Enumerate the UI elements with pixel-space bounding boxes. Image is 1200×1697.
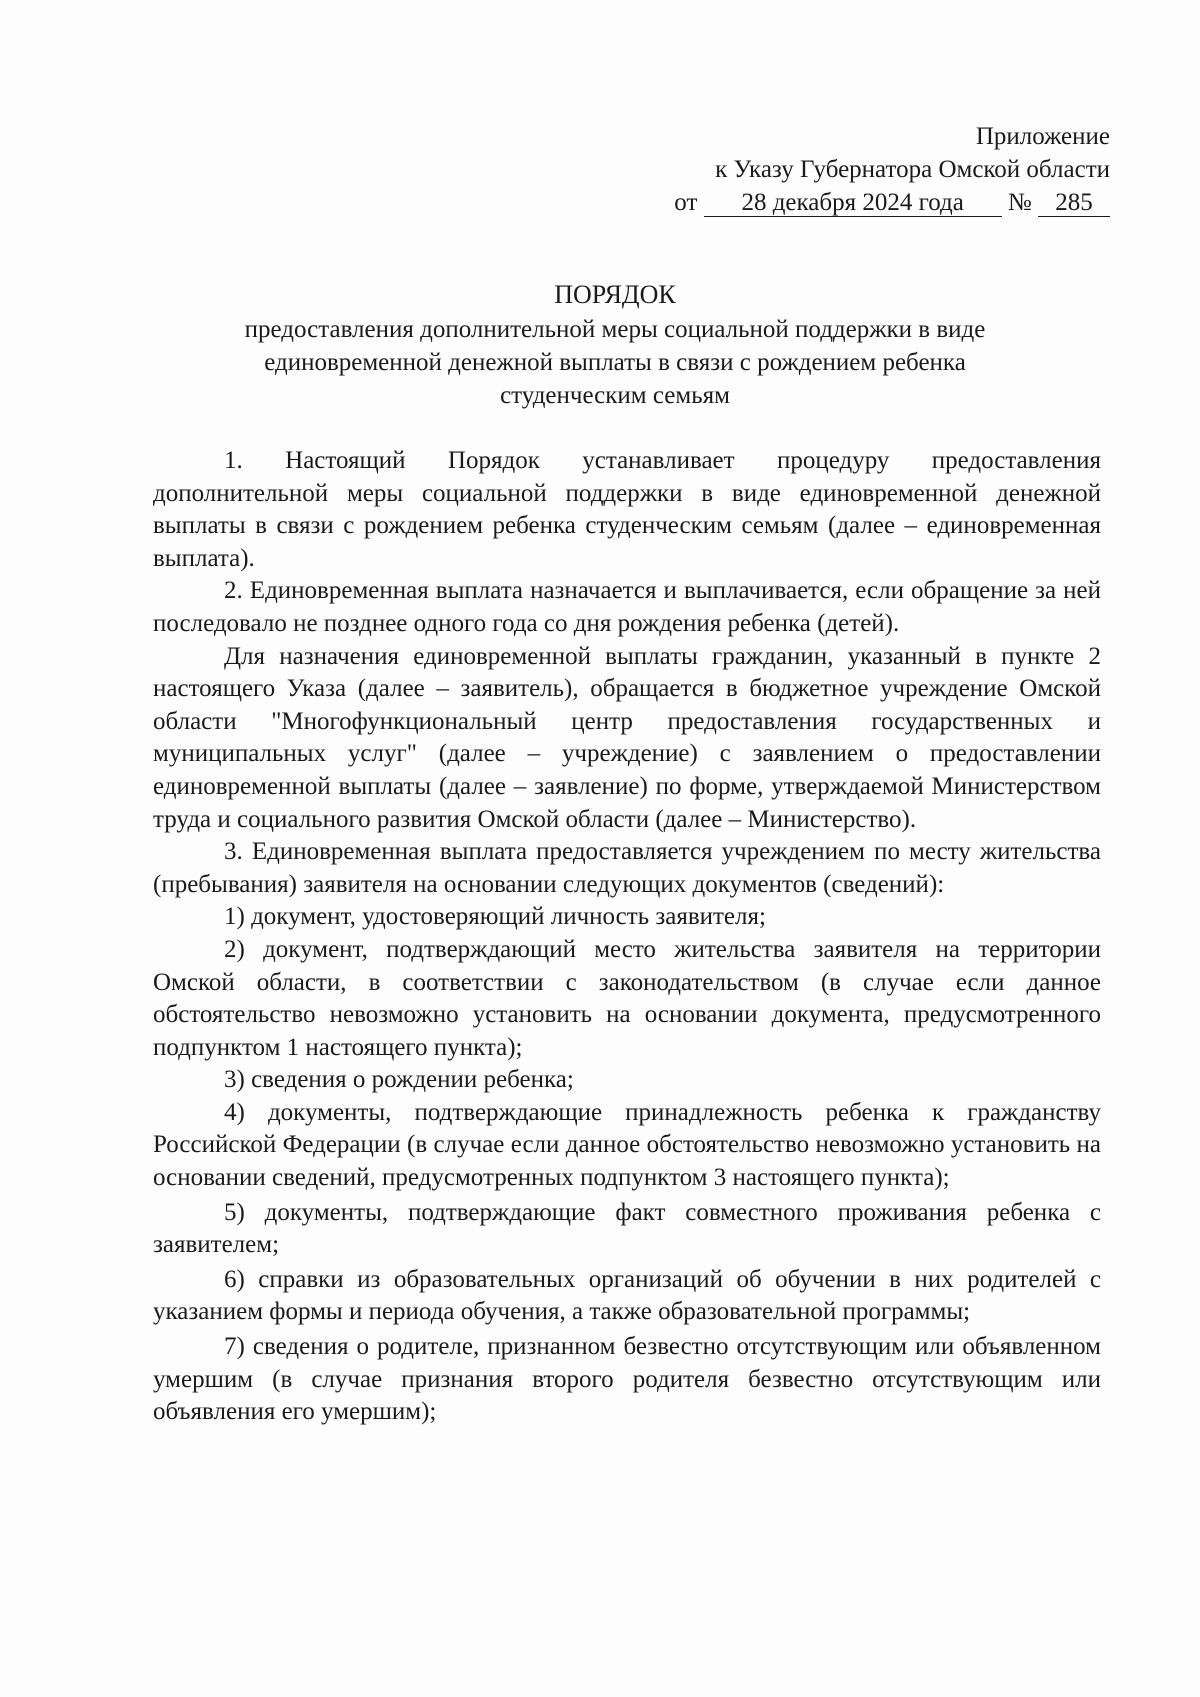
document-title: ПОРЯДОК bbox=[554, 280, 676, 309]
list-item-6: 6) справки из образовательных организаций об обучении в них родителей с указанием формы и периода обучения, а также образовательной программы; bbox=[153, 1265, 1101, 1326]
list-item-4: 4) документы, подтверждающие принадлежность ребенка к гражданству Российской Федерации (в случае если данное обстоятельство невозможно установить на основании сведений, предусмотренных подпунктом 3 настоящего пункта); bbox=[153, 1098, 1101, 1192]
list-item-2: 2) документ, подтверждающий место жительства заявителя на территории Омской области, в соответствии с законодательством (в случае если данное обстоятельство невозможно установить на основании документа, предусмотренного подпунктом 1 настоящего пункта); bbox=[153, 935, 1101, 1061]
date-prefix: от bbox=[674, 189, 698, 216]
paragraph-3: 3. Единовременная выплата предоставляется учреждением по месту жительства (пребывания) заявителя на основании следующих документов (сведений): bbox=[153, 838, 1101, 898]
document-subtitle-line-1: предоставления дополнительной меры социальной поддержки в виде bbox=[244, 316, 986, 343]
document-subtitle-line-2: единовременной денежной выплаты в связи с рождением ребенка bbox=[264, 349, 966, 376]
appendix-label: Приложение bbox=[975, 123, 1110, 150]
paragraph-2: 2. Единовременная выплата назначается и выплачивается, если обращение за ней последовало не позднее одного года со дня рождения ребенка (детей). bbox=[153, 577, 1101, 637]
document-subtitle-line-3: студенческим семьям bbox=[500, 382, 730, 409]
paragraph-2-continued: Для назначения единовременной выплаты гражданин, указанный в пункте 2 настоящего Указа (далее – заявитель), обращается в бюджетное учреждение Омской области "Многофункциональный центр предоставления государственных и муниципальных услуг" (далее – учреждение) с заявлением о предоставлении единовременной выплаты (далее – заявление) по форме, утверждаемой Министерством труда и социального развития Омской области (далее – Министерство). bbox=[153, 642, 1101, 833]
decree-date-line bbox=[674, 186, 1110, 219]
list-item-3: 3) сведения о рождении ребенка; bbox=[224, 1066, 574, 1094]
number-sign: № bbox=[1007, 189, 1032, 216]
decree-reference: к Указу Губернатора Омской области bbox=[715, 156, 1110, 183]
decree-number: 285 bbox=[1038, 190, 1110, 217]
list-item-1: 1) документ, удостоверяющий личность заявителя; bbox=[224, 903, 766, 931]
list-item-5: 5) документы, подтверждающие факт совместного проживания ребенка с заявителем; bbox=[153, 1198, 1101, 1259]
document-body bbox=[153, 445, 1101, 1429]
decree-date: 28 декабря 2024 года bbox=[704, 190, 1002, 217]
paragraph-1: 1. Настоящий Порядок устанавливает процедуру предоставления дополнительной меры социальной поддержки в виде единовременной денежной выплаты в связи с рождением ребенка студенческим семьям (далее – единовременная выплата). bbox=[153, 447, 1101, 572]
document-title-block bbox=[140, 278, 1090, 412]
appendix-header bbox=[674, 120, 1110, 219]
list-item-7: 7) сведения о родителе, признанном безвестно отсутствующим или объявленном умершим (в случае признания второго родителя безвестно отсутствующим или объявления его умершим); bbox=[153, 1333, 1101, 1426]
